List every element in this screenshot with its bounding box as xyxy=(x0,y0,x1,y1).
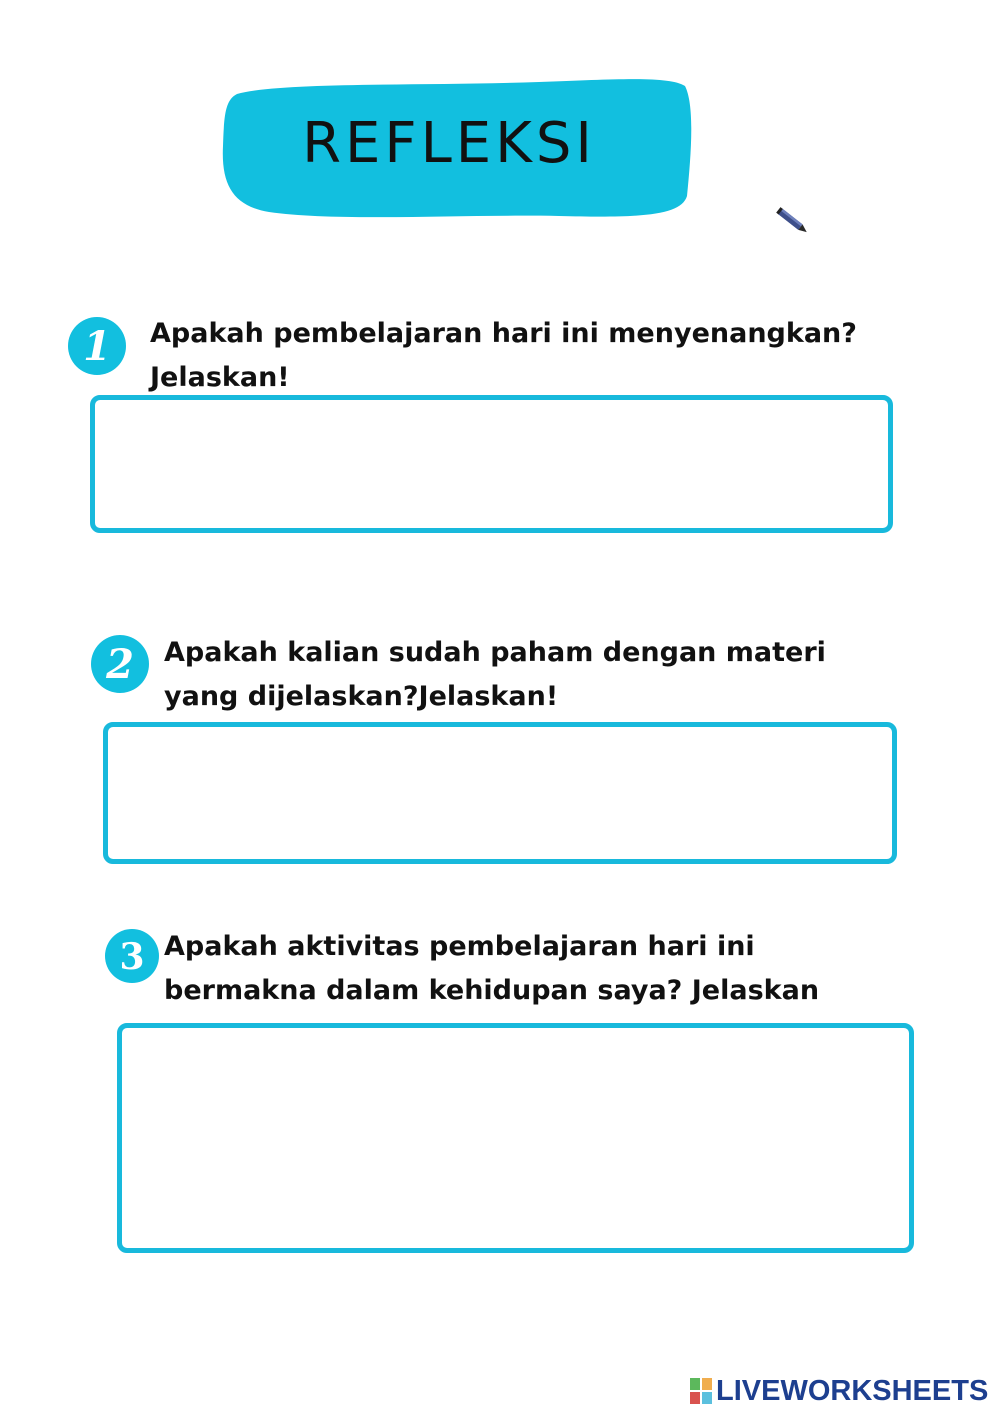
question-number: 3 xyxy=(119,936,145,978)
question-number: 2 xyxy=(106,641,134,688)
question-text xyxy=(164,631,826,719)
answer-box[interactable] xyxy=(103,722,897,864)
question-number-badge xyxy=(102,926,162,986)
page-title: REFLEKSI xyxy=(302,111,596,176)
question-line: yang dijelaskan?Jelaskan! xyxy=(164,681,559,712)
question-number: 1 xyxy=(83,323,111,370)
brand-name: LIVEWORKSHEETS xyxy=(716,1374,989,1407)
pencil-icon xyxy=(774,205,812,239)
question-line: Apakah kalian sudah paham dengan materi xyxy=(164,637,826,668)
question-text xyxy=(150,312,857,400)
title-banner xyxy=(219,76,693,222)
question-line: bermakna dalam kehidupan saya? Jelaskan xyxy=(164,975,820,1006)
question-line: Apakah pembelajaran hari ini menyenangkan? xyxy=(150,318,857,349)
brand-watermark xyxy=(690,1373,988,1409)
question-line: Jelaskan! xyxy=(150,362,290,393)
question-line: Apakah aktivitas pembelajaran hari ini xyxy=(164,931,755,962)
answer-box[interactable] xyxy=(117,1023,914,1253)
liveworksheets-logo-icon xyxy=(690,1378,712,1404)
question-number-badge xyxy=(90,634,150,694)
question-text xyxy=(164,925,819,1013)
answer-box[interactable] xyxy=(90,395,893,533)
question-number-badge xyxy=(67,316,127,376)
